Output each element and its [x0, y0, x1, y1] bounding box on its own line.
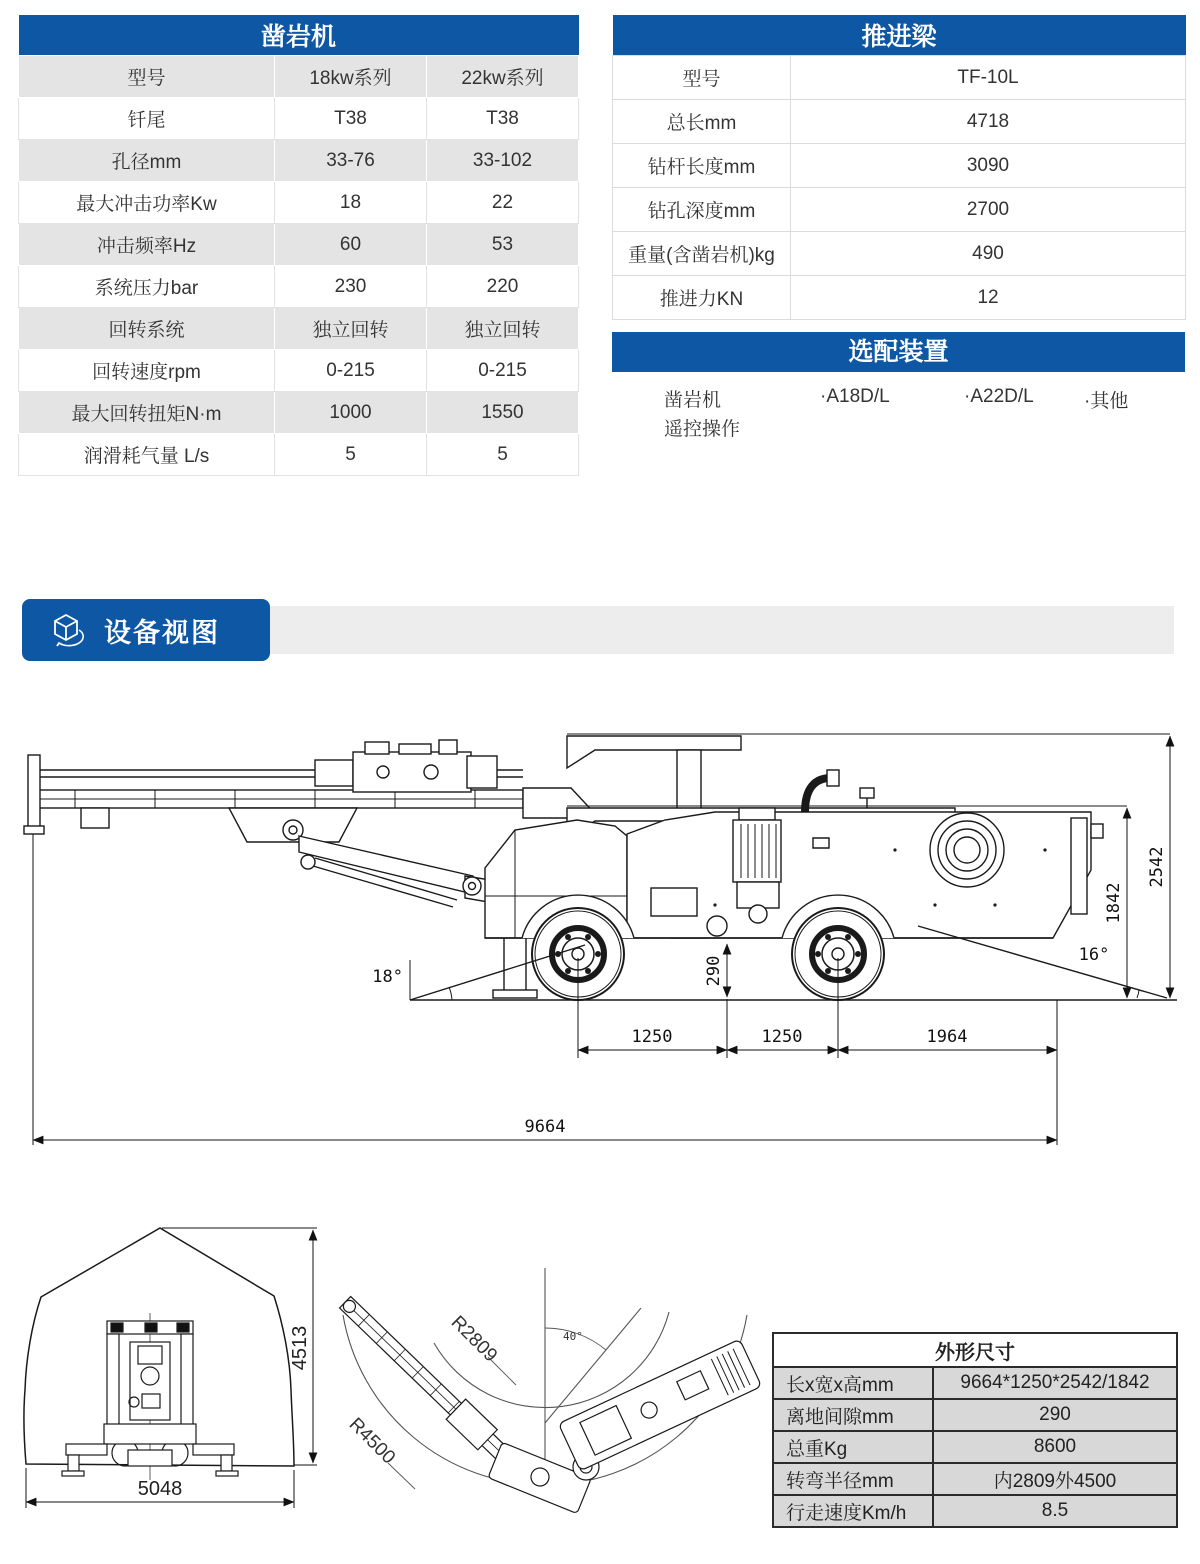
overall-dimensions-title: 外形尺寸	[773, 1333, 1177, 1367]
table-cell: 离地间隙mm	[773, 1399, 933, 1431]
table-cell: 系统压力bar	[19, 266, 275, 308]
table-cell: 0-215	[427, 350, 579, 392]
table-cell: 33-76	[275, 140, 427, 182]
table-cell: 5	[427, 434, 579, 476]
dim-tunnel-width: 5048	[137, 1478, 183, 1500]
table-cell: 0-215	[275, 350, 427, 392]
rock-drill-table-title: 凿岩机	[19, 15, 579, 56]
dim-height-body: 1842	[1104, 882, 1124, 924]
side-view-drawing	[15, 700, 1190, 1160]
table-cell: 490	[791, 232, 1186, 276]
table-cell: 钻孔深度mm	[613, 188, 791, 232]
table-cell: 290	[933, 1399, 1177, 1431]
dim-outer-radius: R4500	[344, 1413, 400, 1469]
table-row	[19, 308, 579, 350]
table-row	[613, 276, 1186, 320]
feed-beam-drawing	[24, 740, 599, 842]
turning-radius-drawing	[330, 1245, 775, 1564]
table-cell: 润滑耗气量 L/s	[19, 434, 275, 476]
table-cell: 转弯半径mm	[773, 1463, 933, 1495]
table-row	[613, 232, 1186, 276]
table-cell: 总长mm	[613, 100, 791, 144]
machine-front-view	[62, 1313, 238, 1480]
dim-ground-clearance: 290	[704, 955, 724, 987]
table-cell: 33-102	[427, 140, 579, 182]
table-cell: 钻杆长度mm	[613, 144, 791, 188]
dim-height-max: 2542	[1147, 846, 1167, 888]
overall-dimensions-table	[772, 1332, 1178, 1528]
optional-equipment-title: 选配装置	[612, 332, 1185, 372]
machine-top-view	[335, 1292, 761, 1513]
table-row	[613, 188, 1186, 232]
dim-steering-angle: 40°	[563, 1330, 583, 1343]
dim-rear-overhang: 1964	[926, 1027, 968, 1047]
table-cell: 1000	[275, 392, 427, 434]
table-row	[773, 1495, 1177, 1527]
table-cell: 型号	[613, 56, 791, 100]
table-cell: 18kw系列	[275, 56, 427, 98]
table-row	[19, 434, 579, 476]
feed-beam-table	[612, 15, 1186, 320]
table-cell: 最大回转扭矩N·m	[19, 392, 275, 434]
table-cell: 230	[275, 266, 427, 308]
table-cell: 内2809外4500	[933, 1463, 1177, 1495]
table-row	[773, 1463, 1177, 1495]
table-cell: 行走速度Km/h	[773, 1495, 933, 1527]
table-cell: 5	[275, 434, 427, 476]
tunnel-front-view-drawing	[10, 1218, 340, 1518]
rock-drill-table	[18, 15, 579, 476]
table-cell: 孔径mm	[19, 140, 275, 182]
table-cell: 推进力KN	[613, 276, 791, 320]
equipment-view-title: 设备视图	[104, 617, 220, 648]
table-cell: 独立回转	[275, 308, 427, 350]
table-cell: 9664*1250*2542/1842	[933, 1367, 1177, 1399]
table-cell: 4718	[791, 100, 1186, 144]
table-cell: 钎尾	[19, 98, 275, 140]
table-row	[19, 182, 579, 224]
dim-inner-radius: R2809	[446, 1311, 502, 1367]
table-cell: 12	[791, 276, 1186, 320]
table-cell: 60	[275, 224, 427, 266]
table-cell: 独立回转	[427, 308, 579, 350]
table-cell: 最大冲击功率Kw	[19, 182, 275, 224]
cube-3d-icon	[46, 610, 86, 650]
table-row	[19, 224, 579, 266]
machine-side-view	[24, 734, 1177, 1000]
dim-approach-angle: 18°	[372, 967, 403, 987]
table-cell: 回转系统	[19, 308, 275, 350]
dim-overall-length: 9664	[524, 1117, 566, 1137]
table-row	[613, 144, 1186, 188]
table-cell: T38	[427, 98, 579, 140]
feed-beam-table-title: 推进梁	[613, 15, 1186, 56]
table-row	[19, 350, 579, 392]
table-row	[773, 1399, 1177, 1431]
table-row	[19, 98, 579, 140]
dim-departure-angle: 16°	[1078, 945, 1110, 965]
table-cell: 总重Kg	[773, 1431, 933, 1463]
optional-item: ·其他	[1084, 391, 1129, 412]
table-row	[613, 100, 1186, 144]
dim-tunnel-height: 4513	[289, 1325, 311, 1371]
dim-wheelbase-front: 1250	[631, 1027, 673, 1047]
table-row	[19, 392, 579, 434]
table-cell: 22kw系列	[427, 56, 579, 98]
table-cell: 回转速度rpm	[19, 350, 275, 392]
optional-item: ·A22D/L	[964, 386, 1034, 407]
table-cell: T38	[275, 98, 427, 140]
table-row	[19, 56, 579, 98]
table-row	[19, 140, 579, 182]
table-cell: 53	[427, 224, 579, 266]
optional-item: ·A18D/L	[820, 386, 890, 407]
table-cell: 冲击频率Hz	[19, 224, 275, 266]
table-cell: 8.5	[933, 1495, 1177, 1527]
table-cell: 2700	[791, 188, 1186, 232]
table-cell: TF-10L	[791, 56, 1186, 100]
dim-wheelbase-rear: 1250	[761, 1027, 803, 1047]
table-cell: 1550	[427, 392, 579, 434]
table-cell: 220	[427, 266, 579, 308]
optional-equipment-content	[612, 372, 1185, 456]
table-row	[773, 1367, 1177, 1399]
table-row	[19, 266, 579, 308]
table-cell: 长x宽x高mm	[773, 1367, 933, 1399]
optional-equipment-label: 凿岩机 遥控操作	[664, 390, 741, 441]
table-cell: 22	[427, 182, 579, 224]
table-cell: 8600	[933, 1431, 1177, 1463]
table-cell: 型号	[19, 56, 275, 98]
table-cell: 重量(含凿岩机)kg	[613, 232, 791, 276]
equipment-view-banner	[22, 599, 270, 661]
table-row	[773, 1431, 1177, 1463]
table-cell: 18	[275, 182, 427, 224]
optional-equipment-section	[612, 332, 1185, 456]
table-cell: 3090	[791, 144, 1186, 188]
table-row	[613, 56, 1186, 100]
